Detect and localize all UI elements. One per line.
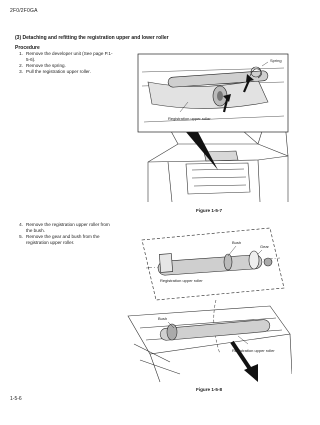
removal-arrow: [232, 342, 252, 372]
step-text: Remove the registration upper roller from the bush.: [26, 222, 110, 233]
step-text: Remove the developer unit (See page P.1-5-6).: [26, 51, 113, 62]
inset-detail: [138, 54, 288, 132]
step-number: 5.: [19, 234, 23, 239]
step-number: 3.: [19, 69, 23, 74]
procedure-step: [15, 69, 114, 75]
bush-label-bottom: Bush: [158, 316, 168, 321]
document-code: 2F0/2F0GA: [10, 8, 38, 14]
figure-1-5-7-illustration: [108, 52, 292, 204]
figure-1-5-8-illustration: [120, 224, 292, 384]
step-number: 4.: [19, 222, 23, 227]
step-number: 2.: [19, 63, 23, 68]
step-text: Remove the gear and bush from the registration upper roller.: [26, 234, 100, 245]
step-text: Pull the registration upper roller.: [26, 69, 91, 74]
section-title: (3) Detaching and refitting the registration upper and lower roller: [15, 35, 169, 41]
procedure-step: [15, 234, 114, 246]
procedure-steps-part-2: [15, 222, 114, 246]
figure-1-caption: Figure 1-5-7: [196, 208, 223, 213]
procedure-step: [15, 222, 114, 234]
bush-label-top: Bush: [232, 240, 242, 245]
exploded-view: [142, 228, 284, 300]
page-number: 1-5-6: [10, 396, 22, 402]
reg-roller-label-top: Registration upper roller: [160, 278, 203, 283]
step-text: Remove the spring.: [26, 63, 66, 68]
registration-roller-label: [168, 116, 211, 121]
figure-2-caption: Figure 1-5-8: [196, 387, 223, 392]
machine-interior-drawing: [128, 306, 292, 382]
callout-wedge: [186, 132, 218, 170]
step-number: 1.: [19, 51, 23, 56]
procedure-step: [15, 51, 114, 63]
registration-roller-label-text: Registration upper roller: [168, 116, 211, 121]
procedure-steps-part-1: [15, 51, 114, 75]
gear-label: Gear: [260, 244, 269, 249]
reg-roller-label-bottom: Registration upper roller: [232, 348, 275, 353]
procedure-heading: Procedure: [15, 45, 40, 51]
spring-label: Spring: [270, 58, 282, 63]
